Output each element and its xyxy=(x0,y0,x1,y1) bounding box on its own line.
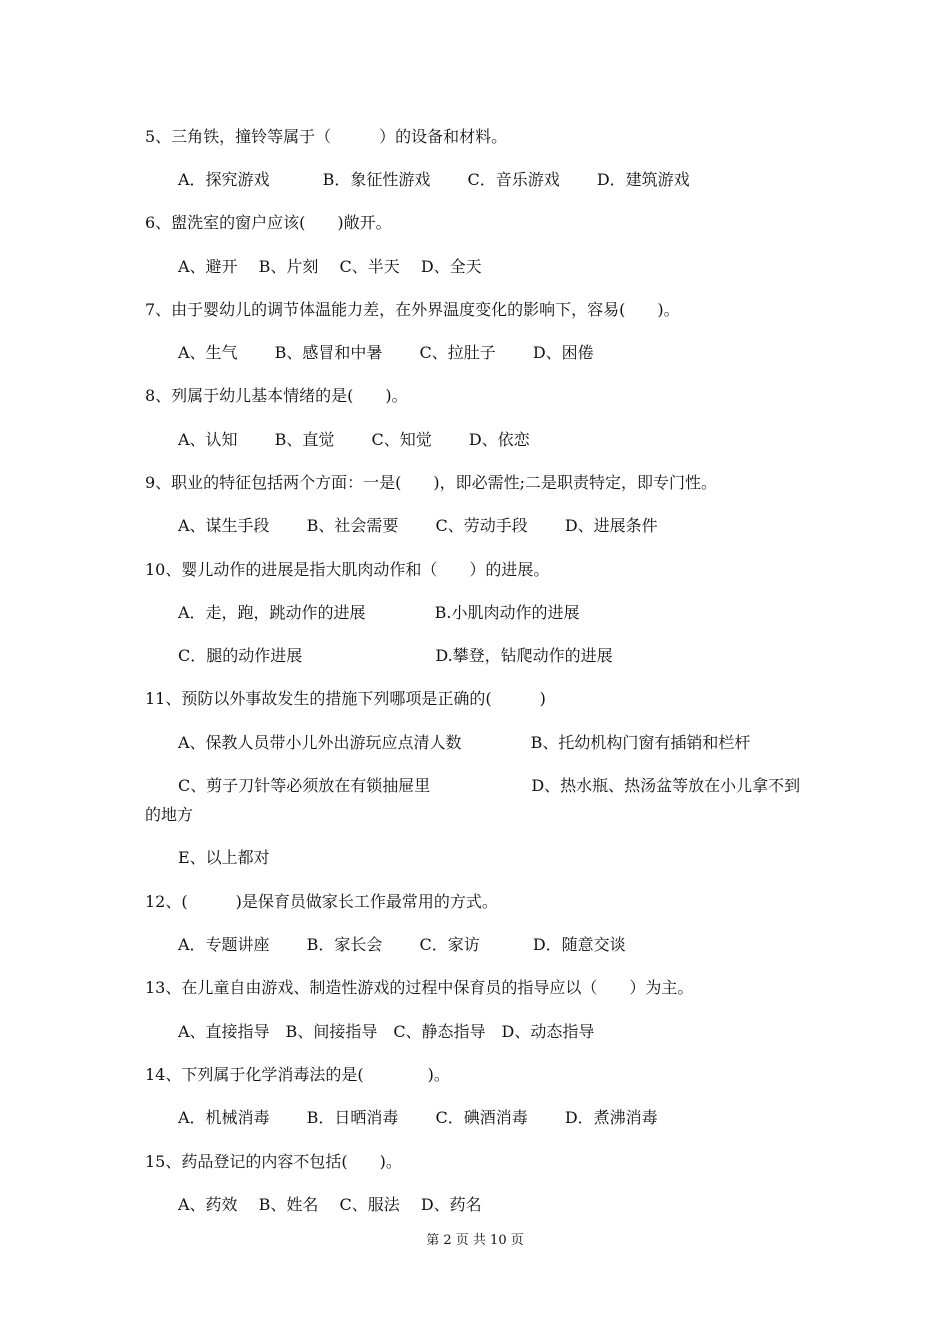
question-7-stem: 7、由于婴幼儿的调节体温能力差，在外界温度变化的影响下，容易( )。 xyxy=(145,300,680,319)
question-10-options-row-2: C．腿的动作进展 D.攀登，钻爬动作的进展 xyxy=(178,646,613,665)
question-6-options: A、避开 B、片刻 C、半天 D、全天 xyxy=(178,257,482,276)
question-13-options: A、直接指导 B、间接指导 C、静态指导 D、动态指导 xyxy=(178,1022,595,1041)
question-12-options: A．专题讲座 B．家长会 C．家访 D．随意交谈 xyxy=(178,935,626,954)
question-11-continuation: 的地方 xyxy=(145,805,194,824)
question-15-stem: 15、药品登记的内容不包括( )。 xyxy=(145,1152,402,1171)
question-5-options: A．探究游戏 B．象征性游戏 C．音乐游戏 D．建筑游戏 xyxy=(178,170,690,189)
question-6-stem: 6、盥洗室的窗户应该( )敞开。 xyxy=(145,213,392,232)
question-11-stem: 11、预防以外事故发生的措施下列哪项是正确的( ) xyxy=(145,689,546,708)
question-8-stem: 8、列属于幼儿基本情绪的是( )。 xyxy=(145,386,408,405)
question-10-options-row-1: A．走，跑，跳动作的进展 B.小肌肉动作的进展 xyxy=(178,603,580,622)
question-8-options: A、认知 B、直觉 C、知觉 D、依恋 xyxy=(178,430,530,449)
question-15-options: A、药效 B、姓名 C、服法 D、药名 xyxy=(178,1195,482,1214)
question-7-options: A、生气 B、感冒和中暑 C、拉肚子 D、困倦 xyxy=(178,343,594,362)
question-11-option-e: E、以上都对 xyxy=(178,848,270,867)
page-footer: 第 2 页 共 10 页 xyxy=(426,1233,524,1248)
question-12-stem: 12、( )是保育员做家长工作最常用的方式。 xyxy=(145,892,498,911)
question-10-stem: 10、婴儿动作的进展是指大肌肉动作和（ ）的进展。 xyxy=(145,560,550,579)
question-9-stem: 9、职业的特征包括两个方面：一是( )，即必需性;二是职责特定，即专门性。 xyxy=(145,473,718,492)
question-5-stem: 5、三角铁，撞铃等属于（ ）的设备和材料。 xyxy=(145,127,508,146)
question-13-stem: 13、在儿童自由游戏、制造性游戏的过程中保育员的指导应以（ ）为主。 xyxy=(145,978,694,997)
question-9-options: A、谋生手段 B、社会需要 C、劳动手段 D、进展条件 xyxy=(178,516,658,535)
question-14-stem: 14、下列属于化学消毒法的是( )。 xyxy=(145,1065,450,1084)
question-14-options: A．机械消毒 B．日晒消毒 C．碘酒消毒 D．煮沸消毒 xyxy=(178,1108,658,1127)
question-11-options-row-2: C、剪子刀针等必须放在有锁抽屉里 D、热水瓶、热汤盆等放在小儿拿不到 xyxy=(178,776,801,795)
question-11-options-row-1: A、保教人员带小儿外出游玩应点清人数 B、托幼机构门窗有插销和栏杆 xyxy=(178,733,751,752)
